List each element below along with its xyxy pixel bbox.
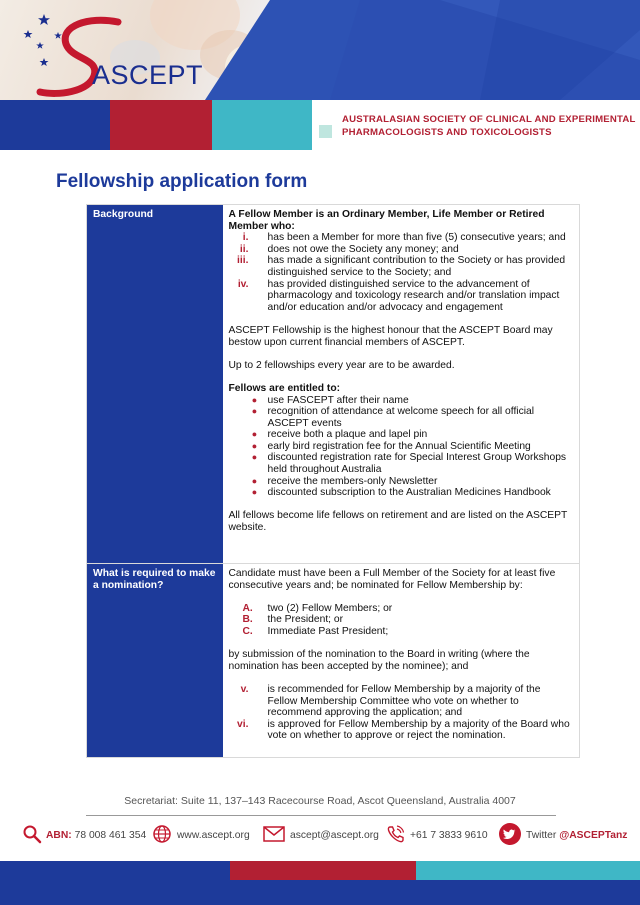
background-content	[223, 205, 580, 564]
list-item: C. Immediate Past President;	[242, 625, 389, 637]
phone-icon	[386, 824, 406, 844]
entitlements-heading: Fellows are entitled to:	[228, 382, 341, 394]
table-row-background	[87, 205, 580, 564]
fellow-member-definition: A Fellow Member is an Ordinary Member, Life Member or Retired Member who:	[228, 209, 545, 232]
list-item: ● receive the members-only Newsletter	[251, 475, 438, 487]
criteria-list	[229, 232, 572, 313]
nomination-content	[223, 564, 580, 758]
secretariat-address: Secretariat: Suite 11, 137–143 Racecourse Road, Ascot Queensland, Australia 4007	[124, 795, 516, 807]
org-name: AUSTRALASIAN SOCIETY OF CLINICAL AND EXPERIMENTAL PHARMACOLOGISTS AND TOXICOLOGISTS	[342, 114, 636, 138]
list-item: B. the President; or	[242, 614, 344, 626]
website-link[interactable]: www.ascept.org	[177, 830, 250, 841]
list-item: i. has been a Member for more than five (5) consecutive years; and	[242, 232, 566, 244]
approval-steps-list	[229, 684, 572, 742]
row-label-background: Background	[87, 205, 223, 564]
color-bar-teal	[212, 100, 312, 150]
fellowship-table	[86, 204, 580, 758]
magnifier-icon	[22, 824, 42, 844]
color-bar-navy	[0, 100, 110, 150]
envelope-icon	[263, 826, 285, 842]
twitter-handle[interactable]: Twitter @ASCEPTanz	[526, 830, 628, 841]
list-item: vi. is approved for Fellow Membership by a majority of the Board who vote on whether to approve or reject the nomination.	[237, 718, 570, 742]
footer-bar-base	[0, 880, 640, 905]
org-name-square	[319, 125, 332, 138]
list-item: ● use FASCEPT after their name	[251, 394, 409, 406]
entitlements-list	[229, 395, 572, 499]
submission-text: by submission of the nomination to the Board in writing (where the nomination has been accepted by the nominee); and	[228, 649, 530, 672]
table-row-nomination	[87, 564, 580, 758]
abn: ABN: 78 008 461 354	[46, 830, 147, 841]
list-item: ii. does not owe the Society any money; and	[239, 243, 459, 255]
footer-divider	[86, 815, 556, 816]
list-item: A. two (2) Fellow Members; or	[242, 602, 393, 614]
logo-text: ASCEPT	[92, 60, 204, 90]
list-item: ● discounted registration rate for Special Interest Group Workshops held throughout Australia	[251, 452, 567, 476]
page-header	[0, 0, 640, 150]
email-link[interactable]: ascept@ascept.org	[290, 830, 379, 841]
color-bar-red	[110, 100, 212, 150]
fellowship-honour-text: ASCEPT Fellowship is the highest honour that the ASCEPT Board may bestow upon current financial members of ASCEPT.	[228, 324, 553, 348]
list-item: ● receive both a plaque and lapel pin	[251, 429, 428, 441]
nomination-intro: Candidate must have been a Full Member of the Society for at least five consecutive years and; be nominated for Fellow Membership by:	[228, 568, 556, 591]
globe-icon	[152, 824, 172, 844]
row-label-nomination: What is required to make a nomination?	[87, 564, 223, 758]
list-item: iv. has provided distinguished service to the advancement of pharmacology and toxicology research and/or translation impact and/or education and/or advocacy and engagement	[237, 278, 560, 313]
twitter-icon	[499, 823, 521, 845]
life-fellows-text: All fellows become life fellows on retirement and are listed on the ASCEPT website.	[228, 510, 568, 534]
nominators-list	[229, 603, 572, 638]
phone-number[interactable]: +61 7 3833 9610	[410, 830, 488, 841]
list-item: ● early bird registration fee for the Annual Scientific Meeting	[251, 440, 531, 452]
list-item: iii. has made a significant contribution to the Society or has provided distinguished service to the Society; and	[237, 255, 566, 278]
contact-bar	[0, 824, 640, 852]
list-item: ● recognition of attendance at welcome speech for all official ASCEPT events	[251, 406, 535, 429]
page-title: Fellowship application form	[56, 171, 308, 192]
list-item: v. is recommended for Fellow Membership by a majority of the Fellow Membership Committee who vote on whether to recommend approving the application; and	[240, 683, 541, 719]
list-item: ● discounted subscription to the Australian Medicines Handbook	[251, 487, 551, 499]
awards-per-year-text: Up to 2 fellowships every year are to be awarded.	[228, 359, 455, 371]
